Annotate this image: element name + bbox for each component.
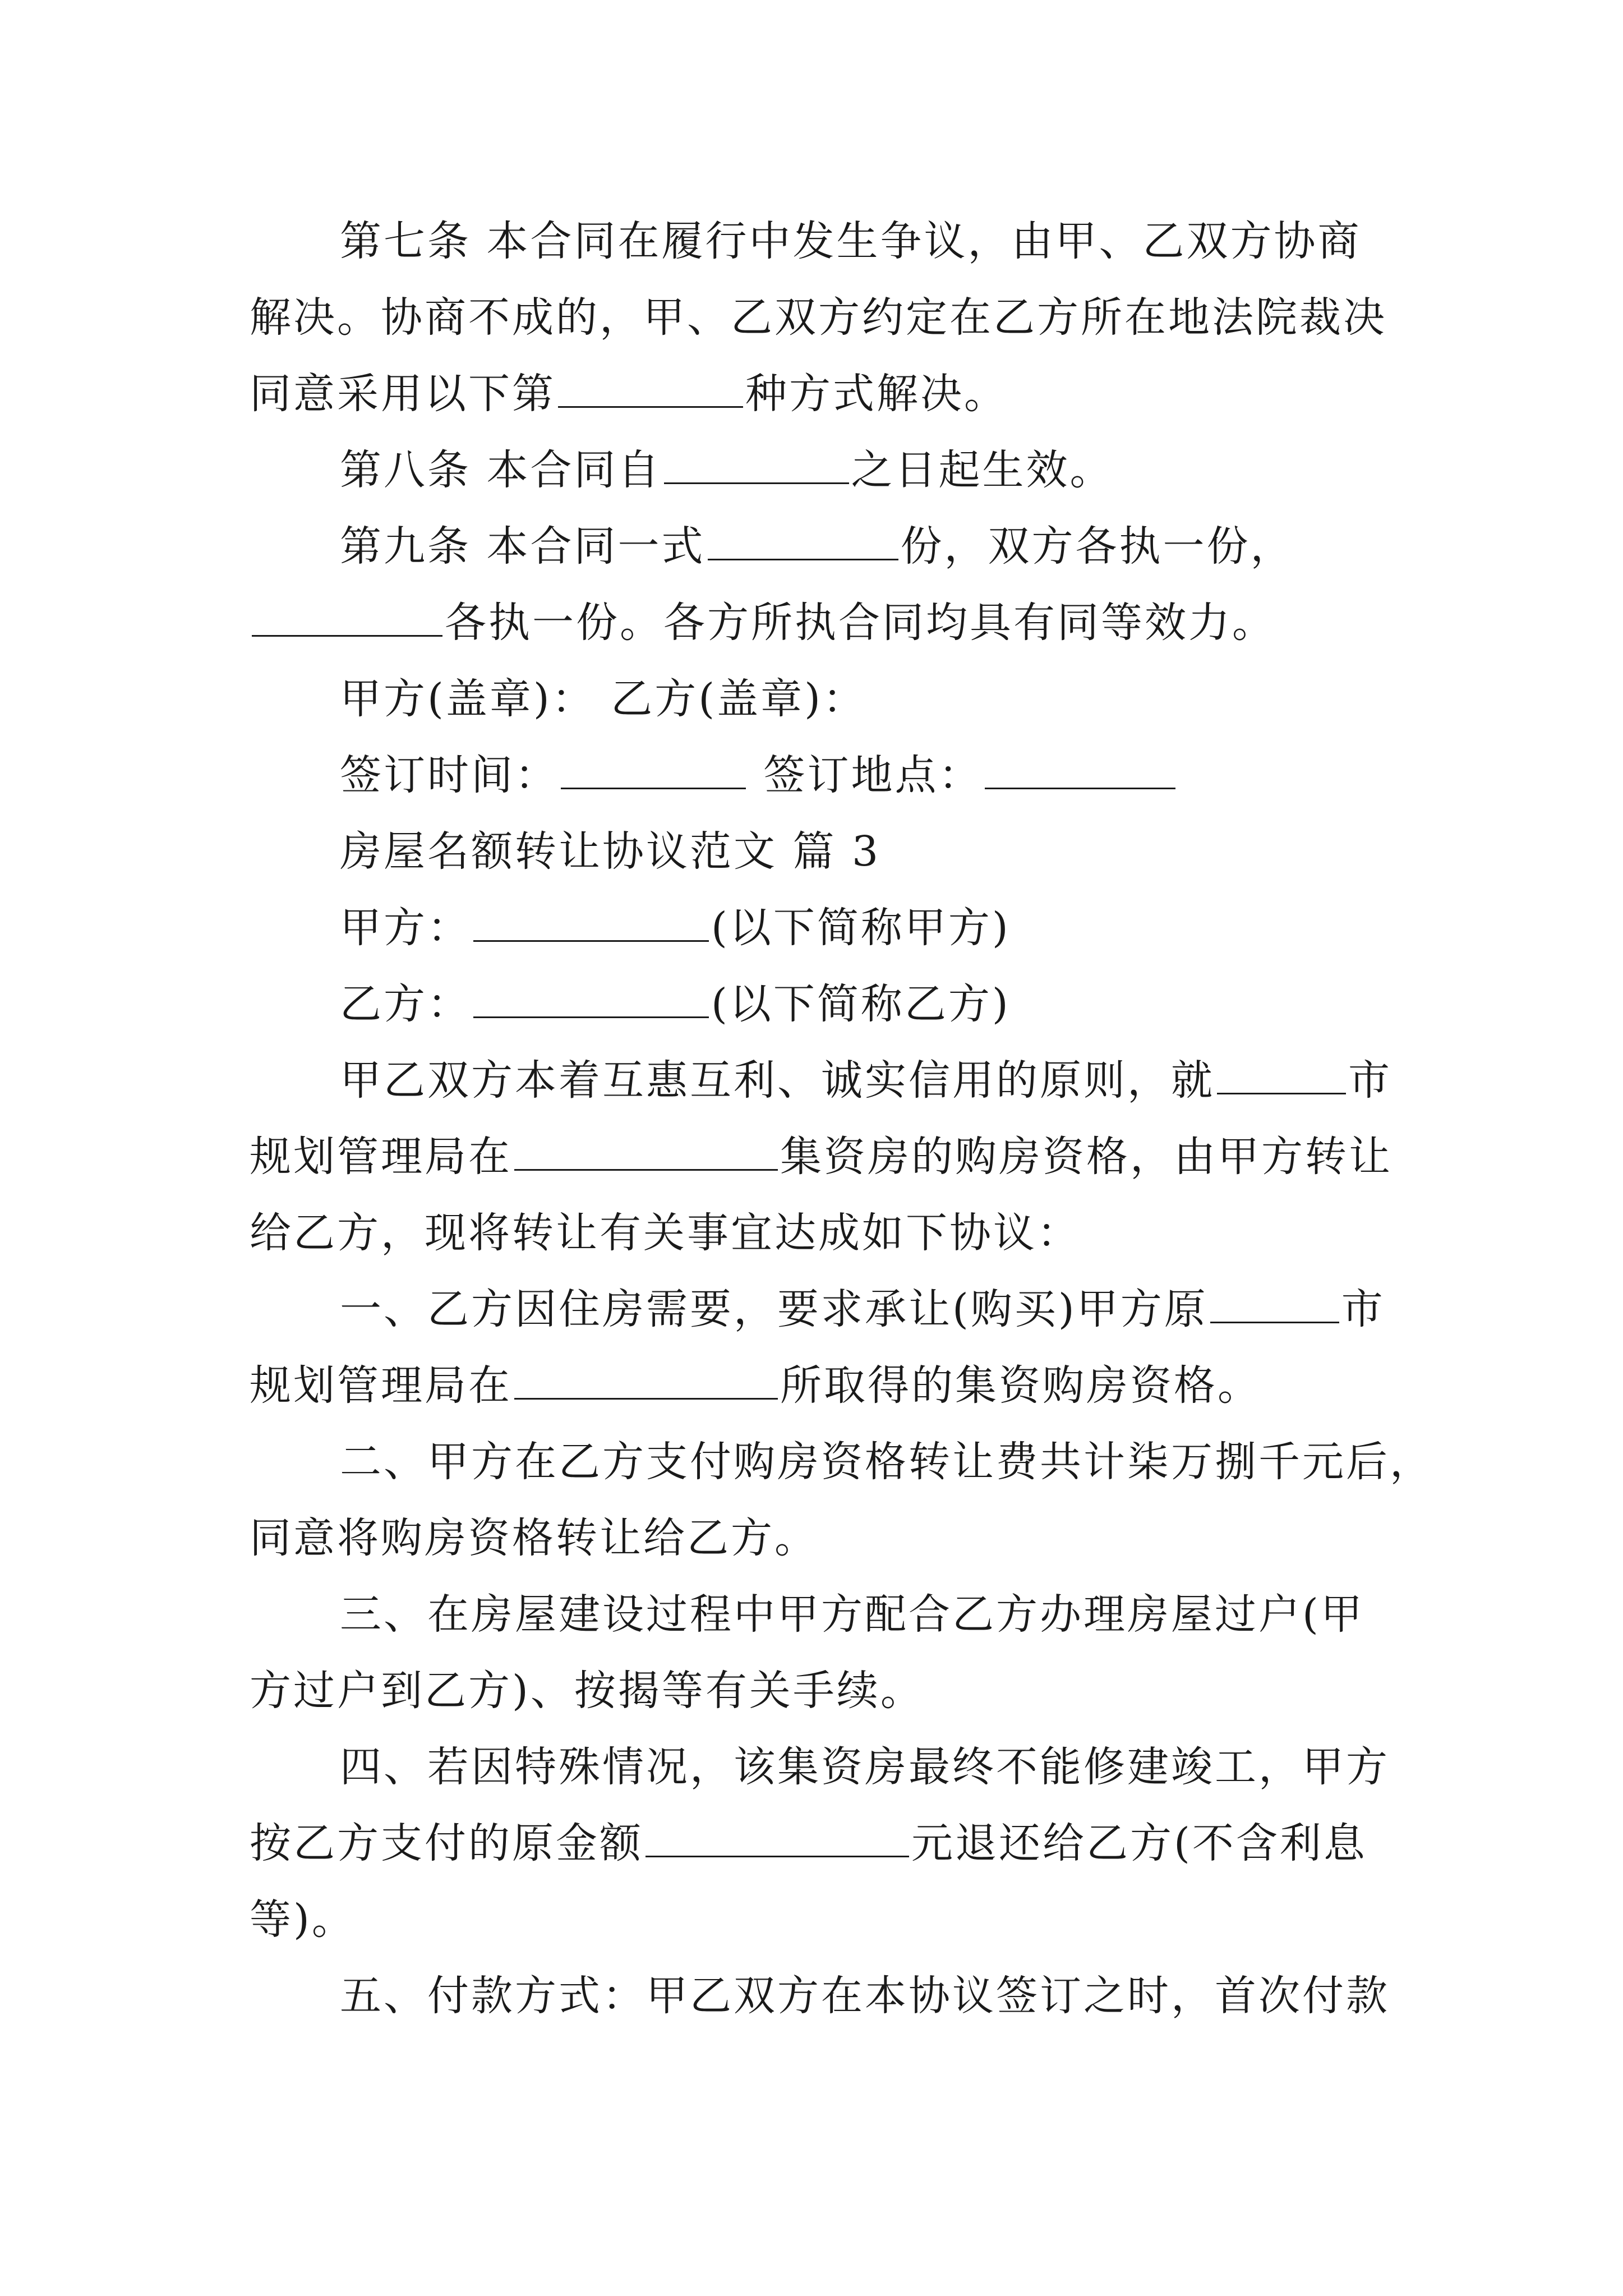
item-2-line-2: 同意将购房资格转让给乙方。 [250, 1514, 818, 1562]
item-4-line-3: 等)。 [250, 1895, 356, 1944]
item-3-line-2: 方过户到乙方)、按揭等有关手续。 [250, 1667, 924, 1715]
blank-field[interactable] [664, 442, 849, 484]
blank-field[interactable] [1217, 1052, 1346, 1094]
preamble-line-2: 规划管理局在 集资房的购房资格，由甲方转让 [250, 1129, 1394, 1185]
item-2-line-1: 二、甲方在乙方支付购房资格转让费共计柒万捌千元后， [340, 1438, 1433, 1486]
blank-field[interactable] [473, 976, 709, 1018]
clause-9-line-1: 第九条 本合同一式 份，双方各执一份， [340, 518, 1484, 574]
blank-field[interactable] [252, 595, 442, 637]
blank-field[interactable] [985, 747, 1175, 789]
blank-field[interactable] [473, 900, 709, 942]
item-4-line-2: 按乙方支付的原金额 元退还给乙方(不含利息 [250, 1815, 1394, 1871]
preamble-line-1: 甲乙双方本着互惠互利、诚实信用的原则，就 市 [340, 1052, 1484, 1108]
party-b-line: 乙方： (以下简称乙方) [340, 976, 1484, 1032]
blank-field[interactable] [514, 1358, 778, 1400]
clause-8-line: 第八条 本合同自 之日起生效。 [340, 442, 1484, 498]
item-3-line-1: 三、在房屋建设过程中甲方配合乙方办理房屋过户(甲 [340, 1590, 1364, 1639]
blank-field[interactable] [1210, 1281, 1339, 1323]
blank-field[interactable] [708, 518, 898, 560]
blank-field[interactable] [561, 747, 746, 789]
clause-7-line-2: 解决。协商不成的，甲、乙双方约定在乙方所在地法院裁决 [250, 293, 1387, 342]
clause-9-line-2: 各执一份。各方所执合同均具有同等效力。 [250, 595, 1394, 651]
sign-line: 签订时间： 签订地点： [340, 747, 1484, 803]
clause-7-line-1: 第七条 本合同在履行中发生争议，由甲、乙双方协商 [340, 217, 1362, 265]
preamble-line-3: 给乙方，现将转让有关事宜达成如下协议： [250, 1209, 1081, 1257]
item-4-line-1: 四、若因特殊情况，该集资房最终不能修建竣工，甲方 [340, 1743, 1390, 1791]
blank-field[interactable] [558, 366, 743, 408]
item-1-line-2: 规划管理局在 所取得的集资购房资格。 [250, 1358, 1394, 1414]
blank-field[interactable] [645, 1815, 909, 1857]
item-1-line-1: 一、乙方因住房需要，要求承让(购买)甲方原 市 [340, 1281, 1484, 1337]
clause-7-line-3: 同意采用以下第 种方式解决。 [250, 366, 1394, 422]
seal-line: 甲方(盖章)： 乙方(盖章)： [340, 675, 867, 723]
blank-field[interactable] [514, 1129, 778, 1171]
item-5-line-1: 五、付款方式：甲乙双方在本协议签订之时，首次付款 [340, 1972, 1390, 2020]
party-a-line: 甲方： (以下简称甲方) [340, 900, 1484, 956]
section-heading: 房屋名额转让协议范文 篇 3 [340, 827, 881, 876]
